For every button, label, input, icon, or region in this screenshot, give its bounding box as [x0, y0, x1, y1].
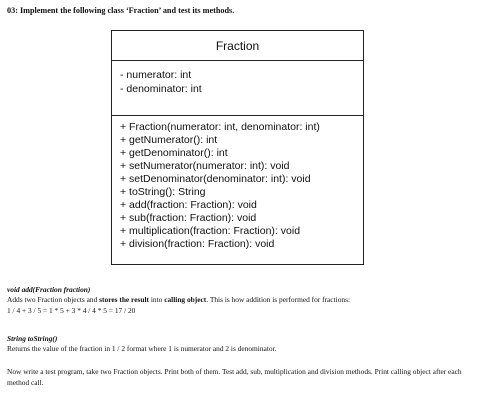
uml-method: + setNumerator(numerator: int): void [120, 160, 290, 172]
uml-method: + getDenominator(): int [120, 147, 228, 159]
uml-method: + sub(fraction: Fraction): void [120, 212, 257, 224]
task-instructions: Now write a test program, take two Fraction objects. Print both of them. Test add, sub, multiplication and division methods. Print calling object after each method call. [7, 367, 462, 387]
uml-attribute: - numerator: int [120, 69, 192, 81]
question-heading: 03: Implement the following class ‘Fraction’ and test its methods. [7, 6, 235, 15]
uml-method: + toString(): String [120, 186, 206, 198]
uml-methods [112, 116, 363, 251]
uml-method: + getNumerator(): int [120, 134, 218, 146]
tostring-method-section [7, 334, 491, 354]
tostring-description: Returns the value of the fraction in 1 / 2 format where 1 is numerator and 2 is denominator. [7, 344, 277, 353]
add-signature: void add(Fraction fraction) [7, 285, 91, 294]
uml-attribute: - denominator: int [120, 82, 202, 95]
uml-method: + multiplication(fraction: Fraction): void [120, 225, 301, 237]
add-description: Adds two Fraction objects and stores the result into calling object. This is how addition is performed for fractions: [7, 295, 351, 304]
add-formula: 1 / 4 + 3 / 5 = 1 * 5 + 3 * 4 / 4 * 5 = 17 / 20 [7, 306, 136, 315]
uml-method: + add(fraction: Fraction): void [120, 199, 257, 211]
tostring-signature: String toString() [7, 334, 58, 343]
add-method-section [7, 285, 491, 316]
uml-method: + division(fraction: Fraction): void [120, 238, 275, 250]
uml-method: + setDenominator(denominator: int): void [120, 173, 311, 185]
uml-method: + Fraction(numerator: int, denominator: int) [120, 121, 320, 133]
uml-attributes [112, 61, 363, 116]
uml-class-diagram [111, 30, 364, 265]
uml-class-name: Fraction [112, 31, 363, 61]
